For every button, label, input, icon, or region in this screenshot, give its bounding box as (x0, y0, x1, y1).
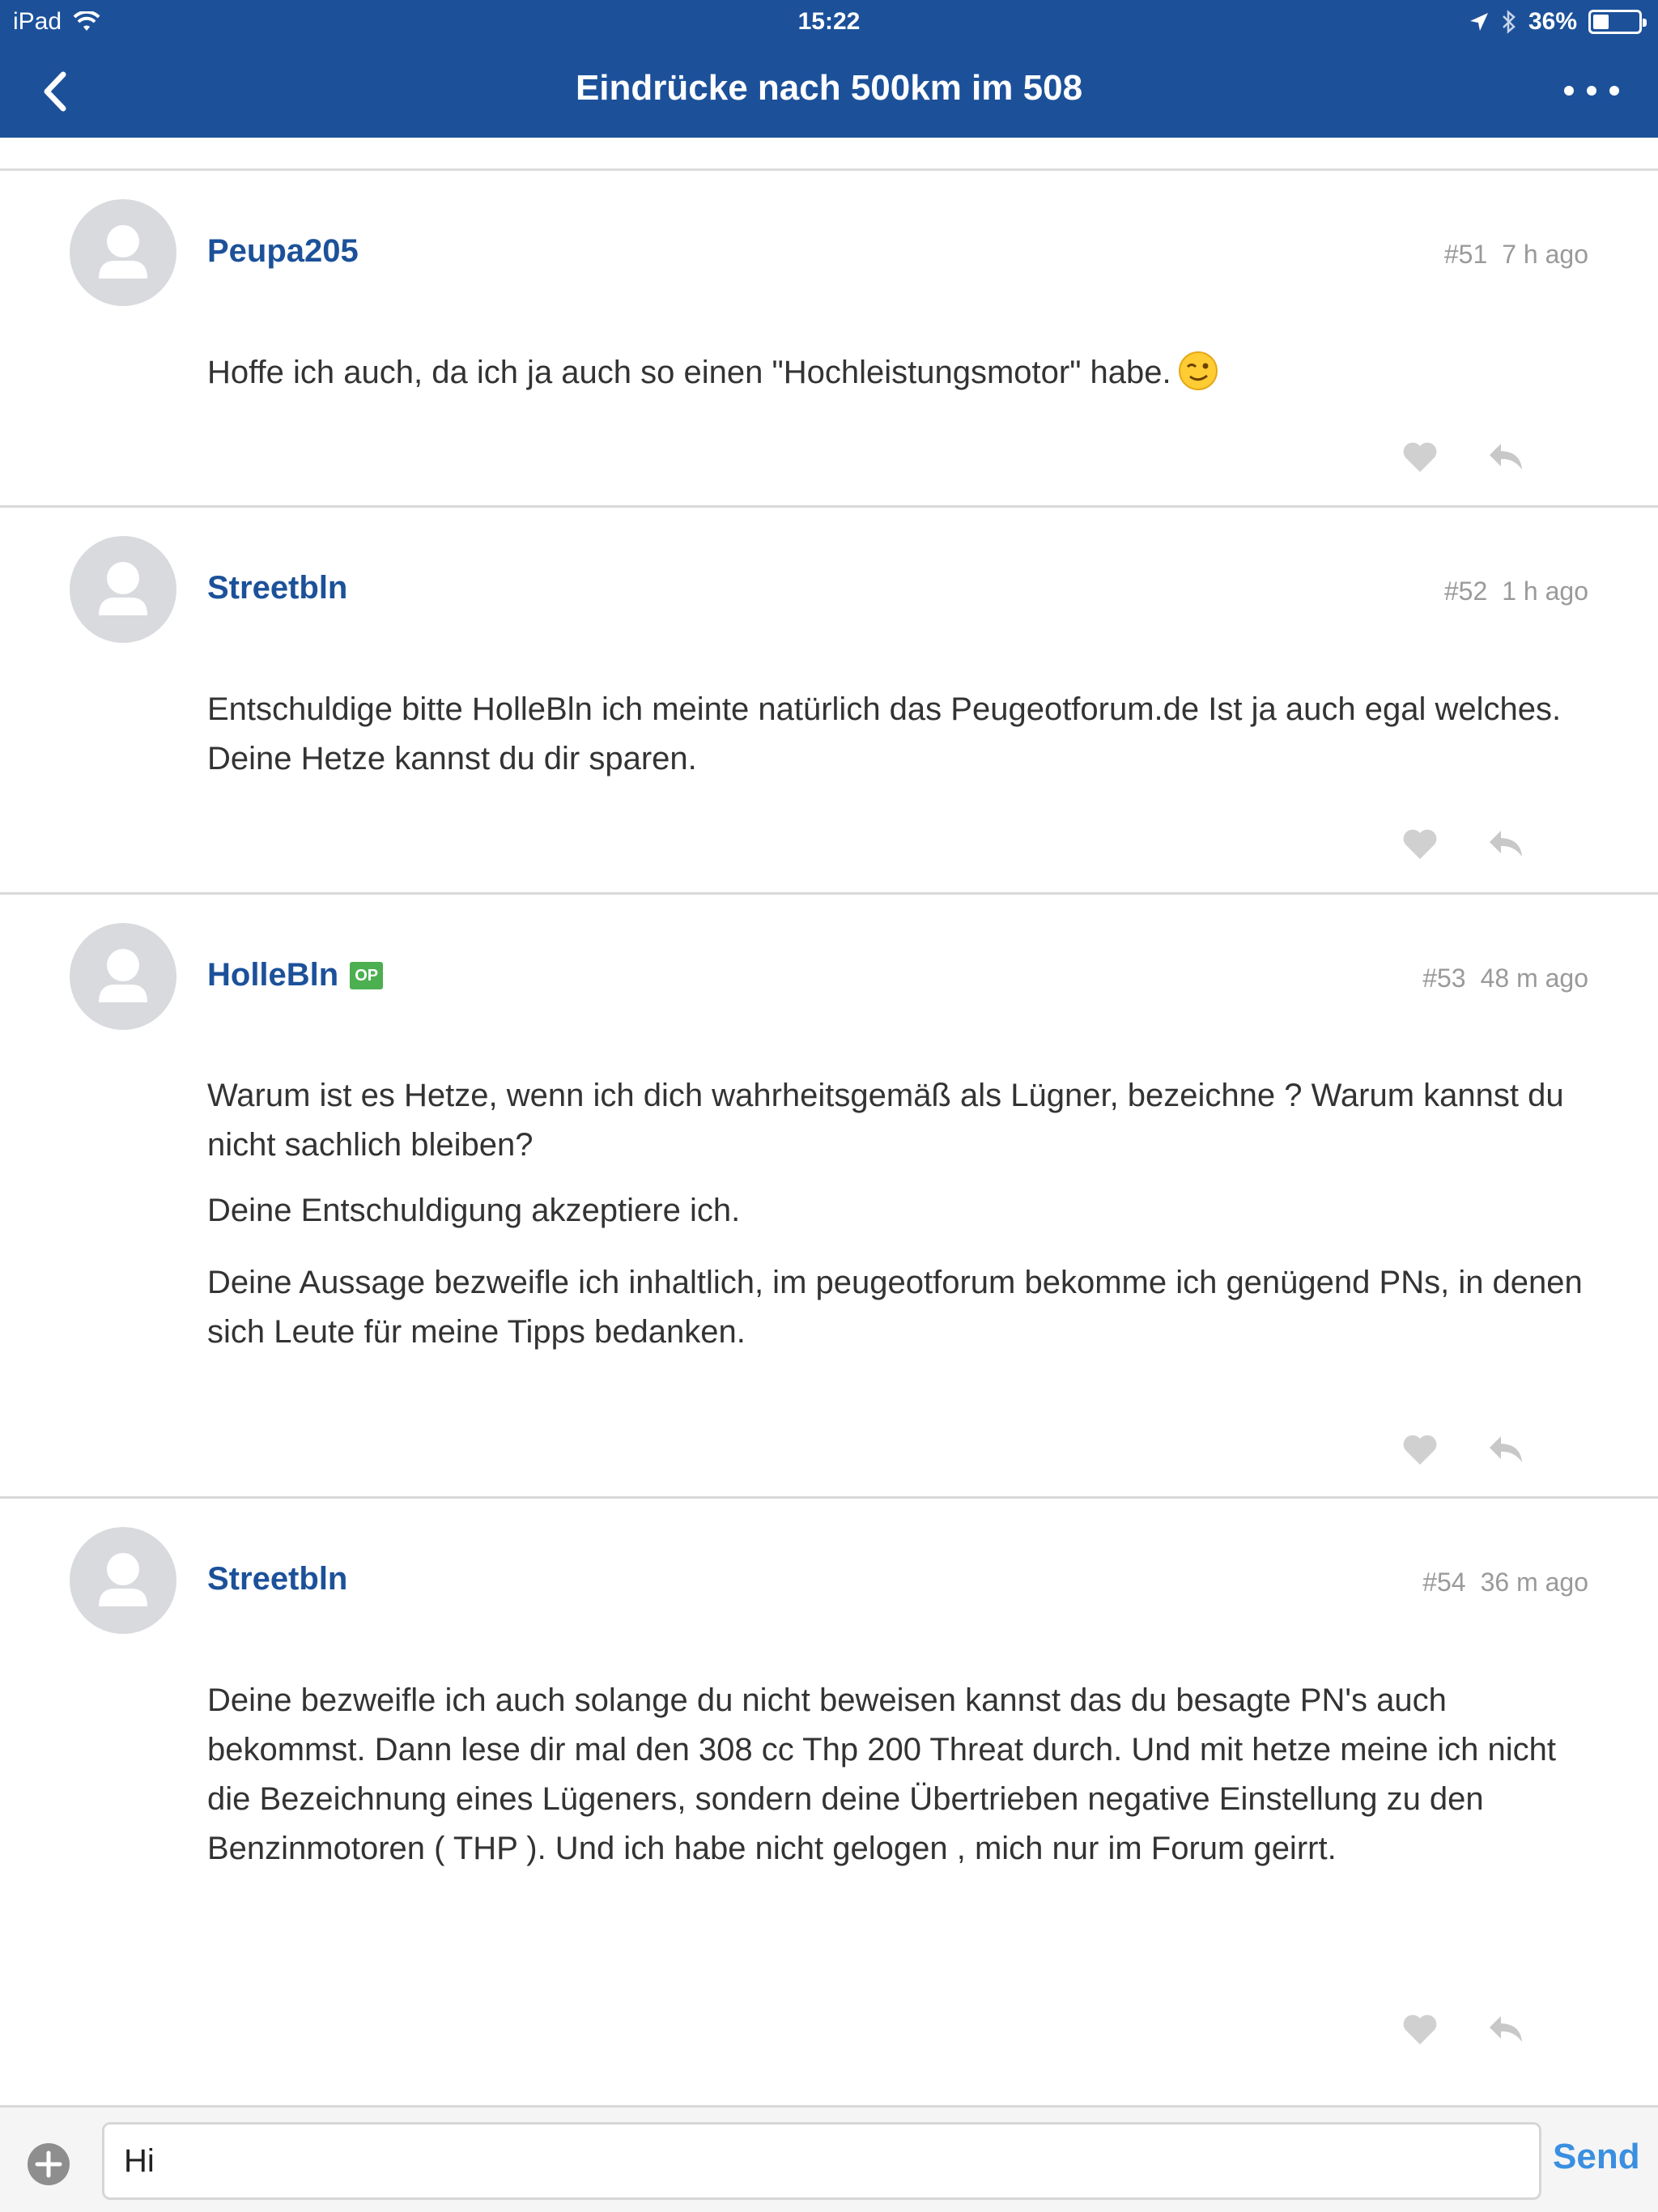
post-username[interactable] (207, 233, 359, 270)
post-body (207, 1071, 1584, 1380)
post-actions (1401, 1431, 1525, 1467)
post-time: 7 h ago (1502, 240, 1588, 269)
top-bar (0, 0, 1658, 138)
post-number: #53 (1422, 963, 1466, 993)
post-number: #54 (1422, 1568, 1466, 1597)
post-divider (0, 505, 1658, 508)
user-avatar-icon (70, 536, 176, 643)
navigation-bar (0, 45, 1658, 138)
reply-icon[interactable] (1486, 439, 1525, 474)
status-time: 15:22 (797, 8, 861, 35)
reply-composer (0, 2105, 1658, 2212)
more-icon[interactable] (1561, 76, 1622, 105)
post-divider (0, 1496, 1658, 1499)
user-avatar-icon (70, 923, 176, 1030)
send-button[interactable]: Send (1553, 2137, 1640, 2176)
reply-icon[interactable] (1486, 2011, 1525, 2047)
post-meta (1422, 1568, 1588, 1597)
post-time: 1 h ago (1502, 576, 1588, 606)
battery-level (1593, 15, 1609, 29)
like-heart-icon[interactable] (1401, 2011, 1439, 2047)
post-text: Hoffe ich auch, da ich ja auch so einen "Hochleistungsmotor" habe. (207, 355, 1171, 390)
post-paragraph: Deine Aussage bezweifle ich inhaltlich, im peugeotforum bekomme ich genügend PNs, in denen sich Leute für meine Tipps bedanken. (207, 1265, 1583, 1350)
battery-icon (1588, 10, 1642, 34)
avatar[interactable] (70, 1527, 176, 1634)
user-avatar-icon (70, 1527, 176, 1634)
post-meta (1422, 963, 1588, 993)
post-actions (1401, 2011, 1525, 2047)
reply-icon[interactable] (1486, 826, 1525, 861)
post-actions (1401, 439, 1525, 474)
message-input[interactable] (102, 2122, 1541, 2200)
status-bar (0, 0, 1658, 45)
username-text: Streetbln (207, 570, 348, 606)
post-number: #51 (1443, 240, 1488, 269)
like-heart-icon[interactable] (1401, 1431, 1439, 1467)
post-body (207, 1676, 1584, 1896)
device-label: iPad (13, 8, 62, 35)
post-body (207, 348, 1584, 420)
username-text: Peupa205 (207, 233, 359, 269)
divider (0, 168, 1658, 171)
like-heart-icon[interactable] (1401, 439, 1439, 474)
status-right (1469, 8, 1642, 36)
avatar[interactable] (70, 536, 176, 643)
username-text: HolleBln (207, 957, 339, 993)
op-badge: OP (350, 962, 383, 989)
post-username[interactable] (207, 1561, 347, 1597)
post-time: 36 m ago (1480, 1568, 1588, 1597)
post-body (207, 685, 1584, 806)
post-paragraph: Entschuldige bitte HolleBln ich meinte natürlich das Peugeotforum.de Ist ja auch egal welches. Deine Hetze kannst du dir sparen. (207, 691, 1562, 776)
like-heart-icon[interactable] (1401, 826, 1439, 861)
thread-title: Eindrücke nach 500km im 508 (575, 68, 1083, 108)
post-username[interactable] (207, 957, 383, 993)
avatar[interactable] (70, 199, 176, 306)
post-meta (1444, 240, 1588, 270)
post-paragraph: Warum ist es Hetze, wenn ich dich wahrheitsgemäß als Lügner, bezeichne ? Warum kannst du nicht sachlich bleiben? (207, 1078, 1564, 1163)
post-paragraph (207, 348, 1584, 398)
post-actions (1401, 826, 1525, 861)
post-number: #52 (1443, 576, 1488, 606)
post-username[interactable] (207, 570, 347, 606)
post-paragraph: Deine Entschuldigung akzeptiere ich. (207, 1193, 741, 1228)
reply-icon[interactable] (1486, 1431, 1525, 1467)
winking-face-emoji-icon (1178, 351, 1218, 391)
add-attachment-icon[interactable] (26, 2142, 71, 2187)
post-paragraph: Deine bezweifle ich auch solange du nicht beweisen kannst das du besagte PN's auch bekommst. Dann lese dir mal den 308 cc Thp 200 Threat durch. Und mit hetze meine ich nicht die Bezeichnung eines Lügeners, sondern deine Übertrieben negative Einstellung zu den Benzinmotoren ( THP ). Und ich habe nicht gelogen , mich nur im Forum geirrt. (207, 1682, 1557, 1866)
post-divider (0, 892, 1658, 895)
user-avatar-icon (70, 199, 176, 306)
avatar[interactable] (70, 923, 176, 1030)
bluetooth-icon (1501, 10, 1517, 34)
post-time: 48 m ago (1480, 963, 1588, 993)
location-arrow-icon (1469, 11, 1490, 32)
username-text: Streetbln (207, 1561, 348, 1597)
post-meta (1444, 576, 1588, 606)
battery-percent: 36% (1528, 8, 1577, 35)
